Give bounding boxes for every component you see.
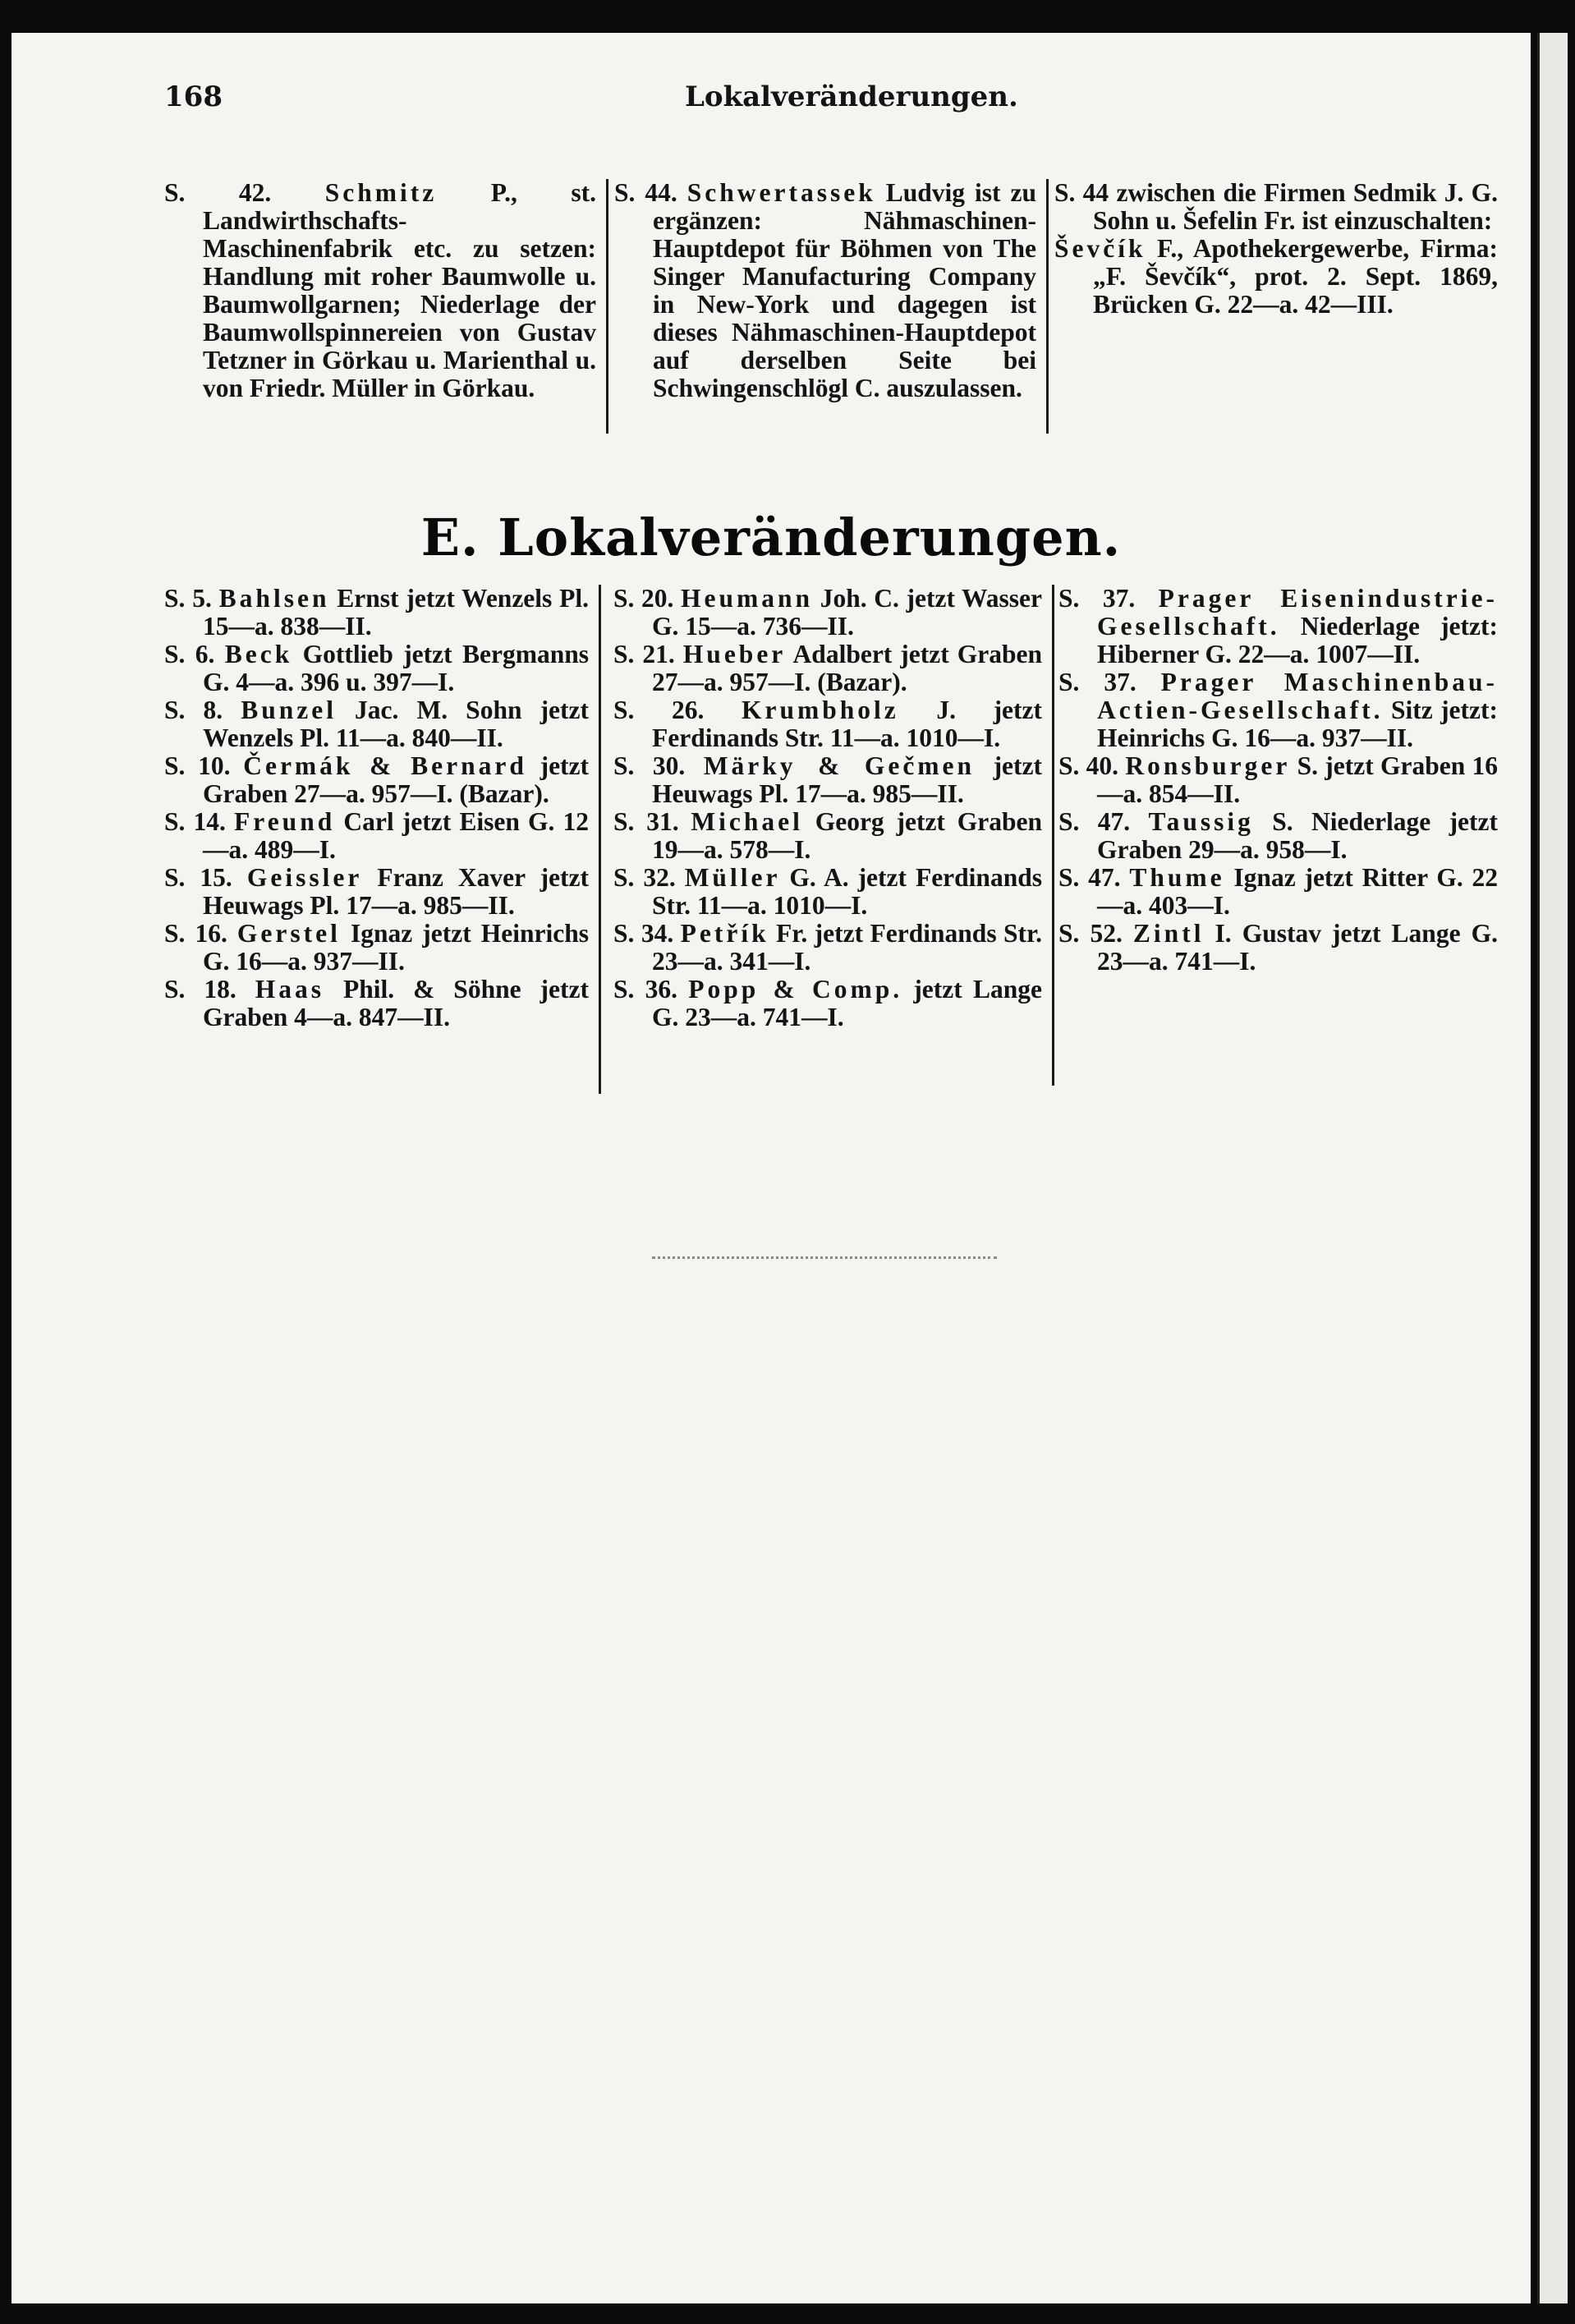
section-heading: E. Lokalveränderungen. bbox=[420, 508, 1122, 567]
entry bbox=[1058, 920, 1498, 976]
entry-text: J. jetzt Ferdinands Str. 11—a. 1010—I. bbox=[652, 696, 1043, 752]
entry-text: Adalbert jetzt Graben 27—a. 957—I. (Bazar). bbox=[652, 640, 1042, 696]
adjacent-page-edge bbox=[1537, 33, 1568, 2303]
entry-reference: S. 16. bbox=[164, 919, 227, 948]
entry bbox=[164, 585, 589, 641]
entry bbox=[613, 585, 1042, 641]
entry-firm-name: Märky & Gečmen bbox=[703, 751, 976, 780]
running-head bbox=[11, 80, 1531, 122]
entry-firm-name: Bunzel bbox=[241, 696, 337, 724]
corrections-column-3 bbox=[1054, 179, 1498, 434]
entry bbox=[164, 976, 589, 1031]
address-column-2 bbox=[613, 585, 1054, 1086]
entry-firm-name: Zintl bbox=[1132, 919, 1205, 948]
entry-firm-name: Ševčík bbox=[1054, 234, 1146, 263]
entry-firm-name: Thume bbox=[1129, 863, 1225, 892]
entry bbox=[613, 696, 1042, 752]
entry-text: Phil. & Söhne jetzt Graben 4—a. 847—II. bbox=[203, 975, 589, 1031]
entry bbox=[613, 808, 1042, 864]
entry-text: Ernst jetzt Wenzels Pl. 15—a. 838—II. bbox=[203, 584, 589, 641]
entry-reference: S. 8. bbox=[164, 696, 223, 724]
entry-firm-name: Haas bbox=[255, 975, 324, 1004]
bleed-through-rule bbox=[652, 1256, 997, 1259]
entry-reference: S. 10. bbox=[164, 751, 231, 780]
entry-reference: S. 52. bbox=[1058, 919, 1123, 948]
entry bbox=[613, 976, 1042, 1031]
entry-firm-name: Schwertassek bbox=[686, 178, 876, 207]
entry-text: P., st. Landwirthschafts-Maschinenfabrik etc. zu setzen: Handlung mit roher Baumwolle u. Baumwollgarnen; Niederlage der Baumwollspinnereien von Gustav Tetzner in Görkau u. Marienthal u. von Friedr. Müller in Görkau. bbox=[203, 178, 596, 402]
entry-firm-name: Gerstel bbox=[236, 919, 341, 948]
running-title: Lokalveränderungen. bbox=[685, 80, 1018, 113]
entry-reference: S. 34. bbox=[613, 919, 674, 948]
entry-reference: S. 47. bbox=[1058, 863, 1121, 892]
entry-text: jetzt Lange G. 23—a. 741—I. bbox=[652, 975, 1042, 1031]
entry-text: Gottlieb jetzt Bergmanns G. 4—a. 396 u. 397—I. bbox=[203, 640, 589, 696]
corrections-column-1 bbox=[164, 179, 608, 434]
entry bbox=[1058, 668, 1498, 752]
entry-reference: S. 30. bbox=[613, 751, 686, 780]
address-changes-block bbox=[164, 585, 1511, 1094]
entry-firm-name: Prager Maschinenbau-Actien-Gesellschaft. bbox=[1097, 668, 1498, 724]
address-column-3 bbox=[1058, 585, 1498, 1086]
entry-reference: S. 40. bbox=[1058, 751, 1119, 780]
entry-firm-name: Hueber bbox=[682, 640, 787, 668]
entry-firm-name: Bahlsen bbox=[218, 584, 330, 613]
entry bbox=[164, 920, 589, 976]
entry-text: jetzt Heuwags Pl. 17—a. 985—II. bbox=[652, 751, 1042, 808]
entry-text: Ludvig ist zu ergänzen: Nähmaschinen-Hauptdepot für Böhmen von The Singer Manufacturing Company in New-York und dagegen ist dieses Nähmaschinen-Hauptdepot auf derselben Seite bei Schwingenschlögl C. auszulassen. bbox=[653, 178, 1036, 402]
corrections-column-2 bbox=[614, 179, 1049, 434]
entry-text: Niederlage jetzt: Hiberner G. 22—a. 1007—II. bbox=[1097, 612, 1498, 668]
entry-reference: S. 5. bbox=[164, 584, 212, 613]
entry-text: G. A. jetzt Ferdinands Str. 11—a. 1010—I. bbox=[652, 863, 1042, 920]
entry-reference: S. 32. bbox=[613, 863, 676, 892]
entry-firm-name: Taussig bbox=[1148, 807, 1254, 836]
entry bbox=[164, 641, 589, 696]
entry bbox=[164, 179, 596, 402]
entry-text: Ignaz jetzt Heinrichs G. 16—a. 937—II. bbox=[203, 919, 590, 976]
entry-reference: S. 44 bbox=[1054, 178, 1109, 207]
entry bbox=[1058, 585, 1498, 668]
entry bbox=[1054, 235, 1498, 319]
entry-firm-name: Michael bbox=[691, 807, 803, 836]
entry-text: zwischen die Firmen Sedmik J. G. Sohn u. Šefelin Fr. ist einzuschalten: bbox=[1093, 178, 1498, 235]
entry-reference: S. 20. bbox=[613, 584, 674, 613]
entry bbox=[164, 808, 589, 864]
entry-firm-name: Müller bbox=[684, 863, 781, 892]
entry-reference: S. 6. bbox=[164, 640, 215, 668]
entry-text: S. jetzt Graben 16—a. 854—II. bbox=[1097, 751, 1499, 808]
page-number: 168 bbox=[164, 80, 223, 113]
entry-text: Sitz jetzt: Heinrichs G. 16—a. 937—II. bbox=[1097, 696, 1498, 752]
entry-reference: S. 37. bbox=[1058, 668, 1136, 696]
entry-firm-name: Popp & Comp. bbox=[688, 975, 903, 1004]
entry bbox=[613, 920, 1042, 976]
entry-firm-name: Čermák & Bernard bbox=[243, 751, 527, 780]
entry-text: I. Gustav jetzt Lange G. 23—a. 741—I. bbox=[1097, 919, 1498, 976]
entry-reference: S. 21. bbox=[613, 640, 675, 668]
document-page bbox=[11, 33, 1531, 2303]
entry bbox=[613, 641, 1042, 696]
entry bbox=[613, 752, 1042, 808]
entry-text: Georg jetzt Graben 19—a. 578—I. bbox=[652, 807, 1042, 864]
entry bbox=[614, 179, 1036, 402]
entry bbox=[1058, 864, 1498, 920]
entry-firm-name: Beck bbox=[224, 640, 293, 668]
entry-reference: S. 37. bbox=[1058, 584, 1136, 613]
entry-firm-name: Petřík bbox=[680, 919, 769, 948]
corrections-block bbox=[164, 179, 1511, 434]
entry-reference: S. 36. bbox=[613, 975, 677, 1004]
entry-text: Carl jetzt Eisen G. 12—a. 489—I. bbox=[203, 807, 589, 864]
entry-text: F., Apothekergewerbe, Firma: „F. Ševčík“, prot. 2. Sept. 1869, Brücken G. 22—a. 42—III. bbox=[1093, 234, 1498, 319]
entry-firm-name: Ronsburger bbox=[1125, 751, 1291, 780]
entry-reference: S. 44. bbox=[614, 178, 677, 207]
entry bbox=[164, 864, 589, 920]
address-column-1 bbox=[164, 585, 601, 1094]
entry-text: jetzt Graben 27—a. 957—I. (Bazar). bbox=[203, 751, 590, 808]
entry-reference: S. 15. bbox=[164, 863, 232, 892]
entry bbox=[164, 752, 589, 808]
entry-firm-name: Geissler bbox=[246, 863, 363, 892]
entry-firm-name: Freund bbox=[234, 807, 336, 836]
entry bbox=[164, 696, 589, 752]
entry-reference: S. 42. bbox=[164, 178, 272, 207]
entry bbox=[1058, 808, 1498, 864]
entry bbox=[613, 864, 1042, 920]
entry bbox=[1054, 179, 1498, 235]
entry-reference: S. 14. bbox=[164, 807, 226, 836]
entry-reference: S. 26. bbox=[613, 696, 705, 724]
entry-text: Franz Xaver jetzt Heuwags Pl. 17—a. 985—II. bbox=[203, 863, 589, 920]
entry-firm-name: Heumann bbox=[681, 584, 814, 613]
entry-text: Jac. M. Sohn jetzt Wenzels Pl. 11—a. 840—II. bbox=[203, 696, 590, 752]
entry-firm-name: Krumbholz bbox=[741, 696, 899, 724]
entry-firm-name: Schmitz bbox=[324, 178, 438, 207]
entry-reference: S. 47. bbox=[1058, 807, 1131, 836]
entry-text: Joh. C. jetzt Wasser G. 15—a. 736—II. bbox=[652, 584, 1042, 641]
entry-text: Fr. jetzt Ferdinands Str. 23—a. 341—I. bbox=[652, 919, 1042, 976]
entry-reference: S. 31. bbox=[613, 807, 679, 836]
entry-firm-name: Prager Eisenindustrie-Gesellschaft. bbox=[1097, 584, 1498, 641]
entry-reference: S. 18. bbox=[164, 975, 236, 1004]
entry-text: S. Niederlage jetzt Graben 29—a. 958—I. bbox=[1097, 807, 1498, 864]
entry-text: Ignaz jetzt Ritter G. 22—a. 403—I. bbox=[1097, 863, 1498, 920]
entry bbox=[1058, 752, 1498, 808]
